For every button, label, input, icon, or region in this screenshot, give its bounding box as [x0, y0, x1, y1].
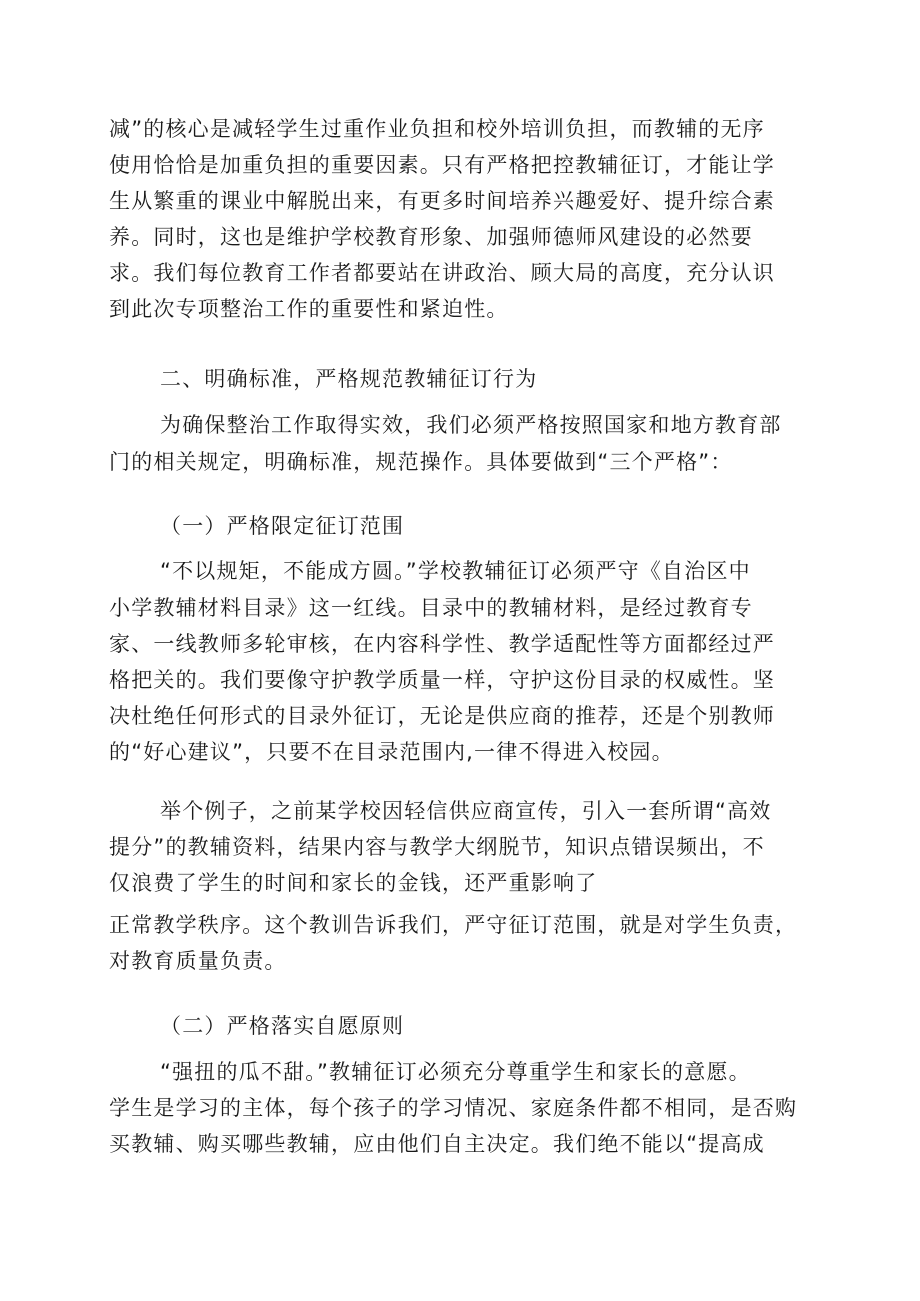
- paragraph-1-line-6: 到此次专项整治工作的重要性和紧迫性。: [109, 297, 509, 321]
- paragraph-2-line-1: 为确保整治工作取得实效，我们必须严格按照国家和地方教育部: [160, 413, 782, 437]
- paragraph-1-line-2: 使用恰恰是加重负担的重要因素。只有严格把控教辅征订，才能让学: [109, 153, 775, 177]
- paragraph-1-line-3: 生从繁重的课业中解脱出来，有更多时间培养兴趣爱好、提升综合素: [109, 189, 775, 213]
- paragraph-4-line-4: 正常教学秩序。这个教训告诉我们，严守征订范围，就是对学生负责，: [109, 913, 798, 937]
- paragraph-4-line-1: 举个例子，之前某学校因轻信供应商宣传，引入一套所谓“高效: [160, 799, 772, 823]
- paragraph-1-line-5: 求。我们每位教育工作者都要站在讲政治、顾大局的高度，充分认识: [109, 261, 775, 285]
- section-heading-2: 二、明确标准，严格规范教辅征订行为: [160, 367, 538, 391]
- paragraph-4-line-3: 仅浪费了学生的时间和家长的金钱，还严重影响了: [109, 871, 598, 895]
- paragraph-5-line-1: “强扭的瓜不甜。”教辅征订必须充分尊重学生和家长的意愿。: [160, 1060, 751, 1084]
- paragraph-5-line-2: 学生是学习的主体，每个孩子的学习情况、家庭条件都不相同，是否购: [109, 1096, 798, 1120]
- paragraph-2-line-2: 门的相关规定，明确标准，规范操作。具体要做到“三个严格”：: [109, 450, 733, 474]
- paragraph-4-line-5: 对教育质量负责。: [109, 949, 287, 973]
- paragraph-3-line-5: 决杜绝任何形式的目录外征订，无论是供应商的推荐，还是个别教师: [109, 704, 775, 728]
- subheading-1: （一）严格限定征订范围: [160, 514, 405, 538]
- paragraph-3-line-2: 小学教辅材料目录》这一红线。目录中的教辅材料，是经过教育专: [109, 596, 753, 620]
- paragraph-1-line-4: 养。同时，这也是维护学校教育形象、加强师德师风建设的必然要: [109, 225, 753, 249]
- paragraph-5-line-3: 买教辅、购买哪些教辅，应由他们自主决定。我们绝不能以“提高成: [109, 1132, 765, 1156]
- subheading-2: （二）严格落实自愿原则: [160, 1014, 405, 1038]
- paragraph-4-line-2: 提分”的教辅资料，结果内容与教学大纲脱节，知识点错误频出，不: [109, 835, 765, 859]
- paragraph-3-line-3: 家、一线教师多轮审核，在内容科学性、教学适配性等方面都经过严: [109, 632, 775, 656]
- paragraph-3-line-1: “不以规矩，不能成方圆。”学校教辅征订必须严守《自治区中: [160, 559, 751, 583]
- paragraph-3-line-6: 的“好心建议”，只要不在目录范围内,一律不得进入校园。: [109, 740, 674, 764]
- paragraph-3-line-4: 格把关的。我们要像守护教学质量一样，守护这份目录的权威性。坚: [109, 668, 775, 692]
- paragraph-1-line-1: 减”的核心是减轻学生过重作业负担和校外培训负担，而教辅的无序: [109, 117, 765, 141]
